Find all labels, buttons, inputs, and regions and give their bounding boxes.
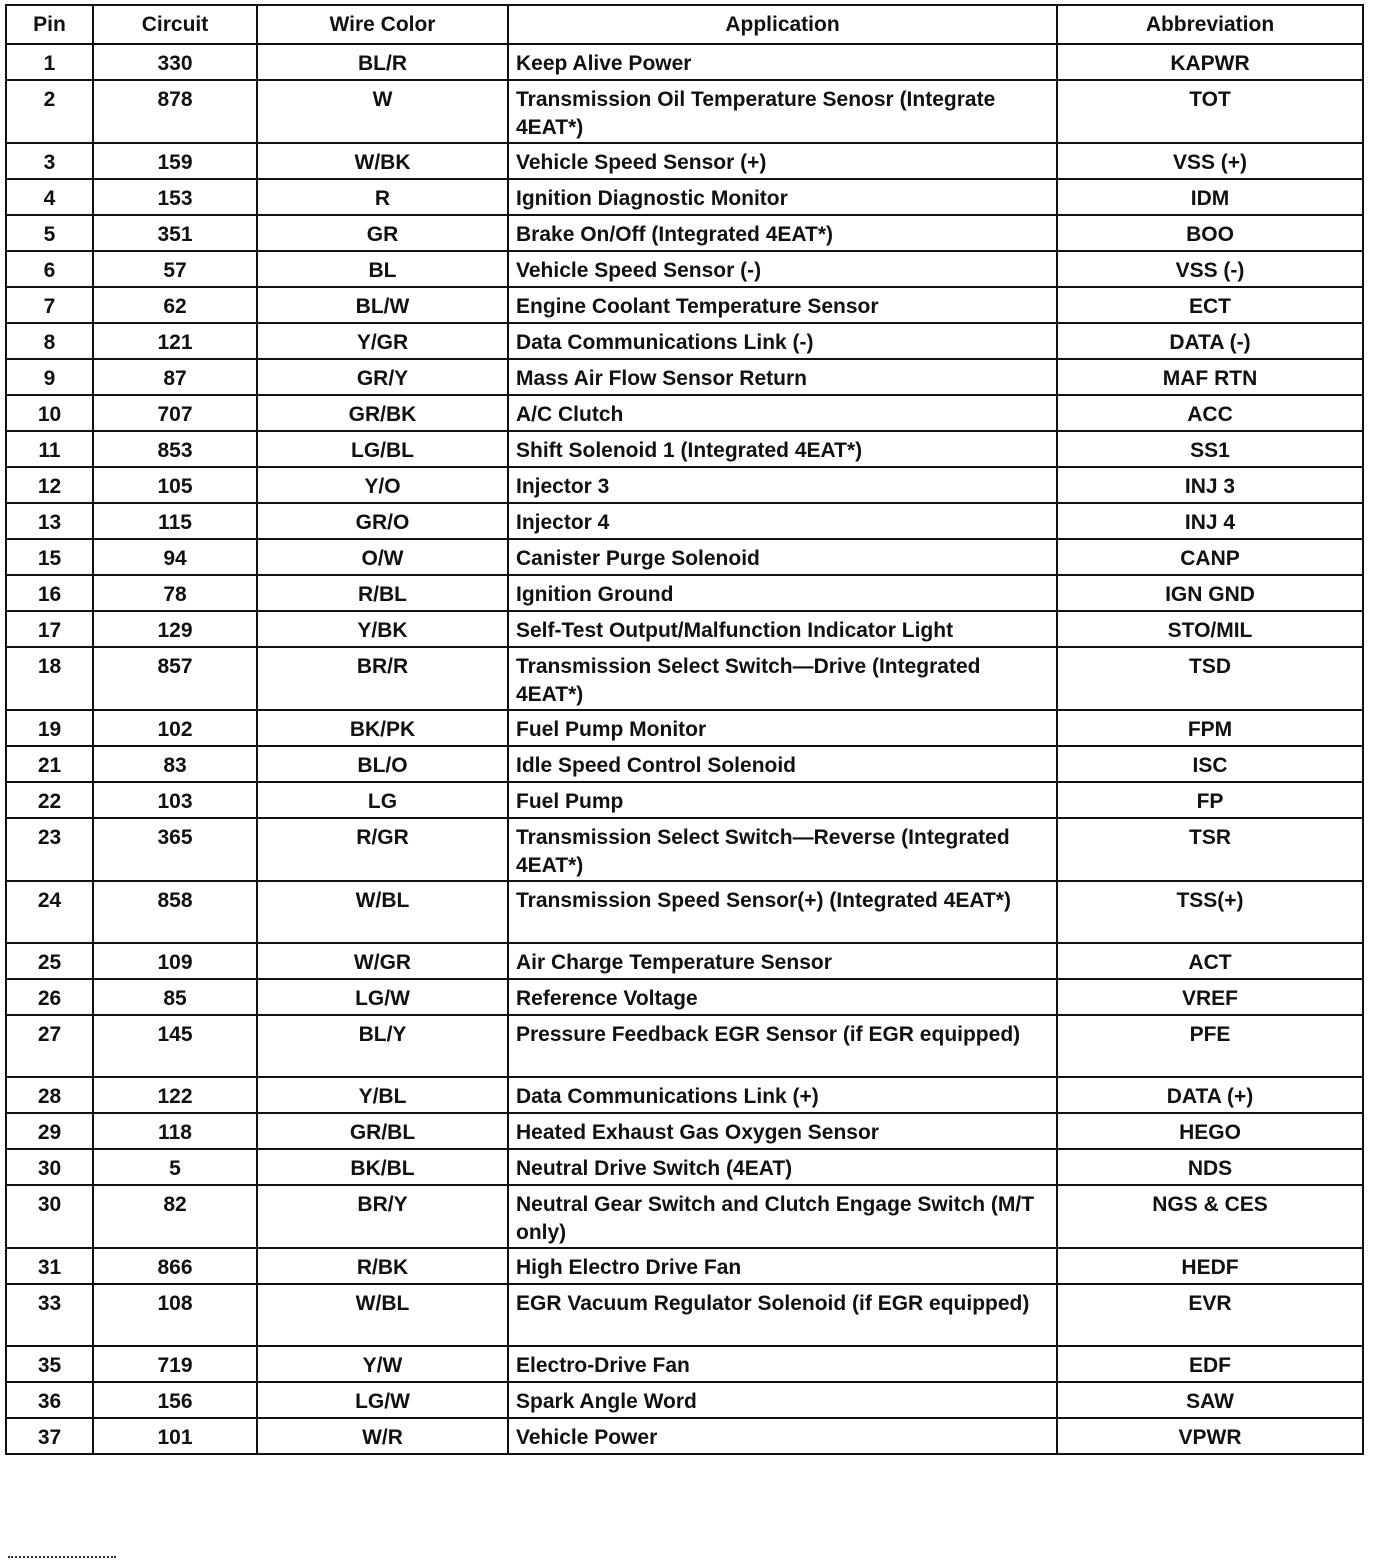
cell-application: Ignition Ground — [508, 575, 1057, 611]
cell-wire-color: BR/R — [257, 647, 508, 710]
cell-pin: 9 — [6, 359, 93, 395]
table-row — [6, 1077, 1363, 1113]
cell-wire-color: BK/BL — [257, 1149, 508, 1185]
cell-wire-color: O/W — [257, 539, 508, 575]
cell-pin: 30 — [6, 1149, 93, 1185]
cell-abbreviation: IGN GND — [1057, 575, 1363, 611]
cell-application: Vehicle Speed Sensor (-) — [508, 251, 1057, 287]
cell-wire-color: LG/W — [257, 979, 508, 1015]
cell-wire-color: W/GR — [257, 943, 508, 979]
cell-application: High Electro Drive Fan — [508, 1248, 1057, 1284]
table-row — [6, 215, 1363, 251]
cell-circuit: 101 — [93, 1418, 257, 1454]
cell-wire-color: GR/Y — [257, 359, 508, 395]
cell-circuit: 121 — [93, 323, 257, 359]
cell-circuit: 87 — [93, 359, 257, 395]
cell-abbreviation: STO/MIL — [1057, 611, 1363, 647]
cell-circuit: 156 — [93, 1382, 257, 1418]
table-row — [6, 575, 1363, 611]
cell-circuit: 108 — [93, 1284, 257, 1346]
cell-abbreviation: NDS — [1057, 1149, 1363, 1185]
cell-wire-color: GR/BK — [257, 395, 508, 431]
cell-pin: 29 — [6, 1113, 93, 1149]
cell-application: Spark Angle Word — [508, 1382, 1057, 1418]
cell-pin: 6 — [6, 251, 93, 287]
table-row — [6, 1185, 1363, 1248]
cell-application: EGR Vacuum Regulator Solenoid (if EGR equipped) — [508, 1284, 1057, 1346]
cell-pin: 22 — [6, 782, 93, 818]
cell-pin: 10 — [6, 395, 93, 431]
cell-pin: 36 — [6, 1382, 93, 1418]
cell-circuit: 94 — [93, 539, 257, 575]
cell-pin: 31 — [6, 1248, 93, 1284]
cell-application: Transmission Select Switch—Drive (Integrated 4EAT*) — [508, 647, 1057, 710]
table-row — [6, 503, 1363, 539]
cell-wire-color: GR/O — [257, 503, 508, 539]
cell-abbreviation: VREF — [1057, 979, 1363, 1015]
cell-pin: 23 — [6, 818, 93, 881]
cell-wire-color: Y/GR — [257, 323, 508, 359]
cell-circuit: 62 — [93, 287, 257, 323]
cell-application: Self-Test Output/Malfunction Indicator Light — [508, 611, 1057, 647]
cell-application: Data Communications Link (+) — [508, 1077, 1057, 1113]
cell-application: Reference Voltage — [508, 979, 1057, 1015]
cell-circuit: 857 — [93, 647, 257, 710]
table-row — [6, 287, 1363, 323]
cell-application: A/C Clutch — [508, 395, 1057, 431]
cell-abbreviation: NGS & CES — [1057, 1185, 1363, 1248]
table-row — [6, 179, 1363, 215]
cell-wire-color: W/R — [257, 1418, 508, 1454]
cell-circuit: 853 — [93, 431, 257, 467]
cell-wire-color: BL/R — [257, 44, 508, 80]
cell-abbreviation: VSS (-) — [1057, 251, 1363, 287]
cell-circuit: 122 — [93, 1077, 257, 1113]
cell-wire-color: BL/W — [257, 287, 508, 323]
table-row — [6, 782, 1363, 818]
table-row — [6, 80, 1363, 143]
cell-pin: 25 — [6, 943, 93, 979]
table-row — [6, 1346, 1363, 1382]
cell-wire-color: Y/BK — [257, 611, 508, 647]
table-row — [6, 710, 1363, 746]
cell-wire-color: BR/Y — [257, 1185, 508, 1248]
cell-circuit: 118 — [93, 1113, 257, 1149]
cell-circuit: 5 — [93, 1149, 257, 1185]
cell-pin: 24 — [6, 881, 93, 943]
cell-pin: 4 — [6, 179, 93, 215]
cell-pin: 26 — [6, 979, 93, 1015]
table-row — [6, 359, 1363, 395]
cell-wire-color: R/GR — [257, 818, 508, 881]
cell-application: Vehicle Speed Sensor (+) — [508, 143, 1057, 179]
table-row — [6, 251, 1363, 287]
cell-wire-color: GR — [257, 215, 508, 251]
cell-wire-color: BK/PK — [257, 710, 508, 746]
table-row — [6, 1248, 1363, 1284]
table-row — [6, 746, 1363, 782]
cell-abbreviation: ISC — [1057, 746, 1363, 782]
cell-abbreviation: SS1 — [1057, 431, 1363, 467]
cell-application: Neutral Gear Switch and Clutch Engage Switch (M/T only) — [508, 1185, 1057, 1248]
cell-application: Idle Speed Control Solenoid — [508, 746, 1057, 782]
cell-wire-color: LG/W — [257, 1382, 508, 1418]
header-application: Application — [508, 5, 1057, 44]
cell-circuit: 105 — [93, 467, 257, 503]
cell-circuit: 57 — [93, 251, 257, 287]
cell-pin: 33 — [6, 1284, 93, 1346]
cell-abbreviation: CANP — [1057, 539, 1363, 575]
header-pin: Pin — [6, 5, 93, 44]
cell-pin: 11 — [6, 431, 93, 467]
cell-application: Transmission Oil Temperature Senosr (Integrate 4EAT*) — [508, 80, 1057, 143]
cell-circuit: 109 — [93, 943, 257, 979]
cell-pin: 7 — [6, 287, 93, 323]
cell-abbreviation: VSS (+) — [1057, 143, 1363, 179]
cell-circuit: 719 — [93, 1346, 257, 1382]
cell-abbreviation: HEDF — [1057, 1248, 1363, 1284]
cell-circuit: 85 — [93, 979, 257, 1015]
cell-abbreviation: ECT — [1057, 287, 1363, 323]
pin-table — [5, 4, 1364, 1455]
cell-application: Transmission Select Switch—Reverse (Integrated 4EAT*) — [508, 818, 1057, 881]
cell-pin: 37 — [6, 1418, 93, 1454]
cell-abbreviation: BOO — [1057, 215, 1363, 251]
cell-circuit: 159 — [93, 143, 257, 179]
cell-circuit: 102 — [93, 710, 257, 746]
cell-application: Air Charge Temperature Sensor — [508, 943, 1057, 979]
table-row — [6, 323, 1363, 359]
cell-circuit: 103 — [93, 782, 257, 818]
cell-abbreviation: EDF — [1057, 1346, 1363, 1382]
cell-wire-color: W/BK — [257, 143, 508, 179]
cell-pin: 5 — [6, 215, 93, 251]
cell-abbreviation: TSR — [1057, 818, 1363, 881]
cell-application: Fuel Pump — [508, 782, 1057, 818]
table-row — [6, 647, 1363, 710]
table-row — [6, 979, 1363, 1015]
cell-abbreviation: SAW — [1057, 1382, 1363, 1418]
table-row — [6, 467, 1363, 503]
cell-pin: 27 — [6, 1015, 93, 1077]
cell-abbreviation: ACC — [1057, 395, 1363, 431]
cell-wire-color: Y/BL — [257, 1077, 508, 1113]
cell-application: Engine Coolant Temperature Sensor — [508, 287, 1057, 323]
footer-mark — [8, 1556, 116, 1561]
cell-abbreviation: MAF RTN — [1057, 359, 1363, 395]
cell-abbreviation: DATA (+) — [1057, 1077, 1363, 1113]
cell-abbreviation: TSS(+) — [1057, 881, 1363, 943]
cell-application: Injector 3 — [508, 467, 1057, 503]
header-circuit: Circuit — [93, 5, 257, 44]
cell-wire-color: BL/O — [257, 746, 508, 782]
cell-wire-color: LG — [257, 782, 508, 818]
cell-wire-color: W — [257, 80, 508, 143]
cell-circuit: 78 — [93, 575, 257, 611]
table-row — [6, 1382, 1363, 1418]
cell-abbreviation: ACT — [1057, 943, 1363, 979]
cell-circuit: 83 — [93, 746, 257, 782]
cell-pin: 19 — [6, 710, 93, 746]
cell-pin: 1 — [6, 44, 93, 80]
cell-wire-color: R/BL — [257, 575, 508, 611]
cell-application: Pressure Feedback EGR Sensor (if EGR equipped) — [508, 1015, 1057, 1077]
cell-abbreviation: INJ 4 — [1057, 503, 1363, 539]
table-row — [6, 44, 1363, 80]
cell-pin: 30 — [6, 1185, 93, 1248]
cell-application: Ignition Diagnostic Monitor — [508, 179, 1057, 215]
cell-abbreviation: INJ 3 — [1057, 467, 1363, 503]
cell-wire-color: BL/Y — [257, 1015, 508, 1077]
cell-wire-color: W/BL — [257, 1284, 508, 1346]
cell-pin: 3 — [6, 143, 93, 179]
cell-pin: 17 — [6, 611, 93, 647]
cell-wire-color: GR/BL — [257, 1113, 508, 1149]
cell-application: Shift Solenoid 1 (Integrated 4EAT*) — [508, 431, 1057, 467]
cell-application: Injector 4 — [508, 503, 1057, 539]
cell-pin: 15 — [6, 539, 93, 575]
cell-circuit: 153 — [93, 179, 257, 215]
cell-circuit: 858 — [93, 881, 257, 943]
cell-abbreviation: PFE — [1057, 1015, 1363, 1077]
cell-application: Electro-Drive Fan — [508, 1346, 1057, 1382]
cell-wire-color: LG/BL — [257, 431, 508, 467]
cell-application: Transmission Speed Sensor(+) (Integrated 4EAT*) — [508, 881, 1057, 943]
cell-application: Canister Purge Solenoid — [508, 539, 1057, 575]
cell-pin: 18 — [6, 647, 93, 710]
cell-circuit: 330 — [93, 44, 257, 80]
cell-abbreviation: TOT — [1057, 80, 1363, 143]
table-row — [6, 1149, 1363, 1185]
table-row — [6, 1418, 1363, 1454]
cell-pin: 13 — [6, 503, 93, 539]
cell-abbreviation: EVR — [1057, 1284, 1363, 1346]
table-row — [6, 431, 1363, 467]
cell-application: Mass Air Flow Sensor Return — [508, 359, 1057, 395]
cell-wire-color: Y/O — [257, 467, 508, 503]
cell-pin: 2 — [6, 80, 93, 143]
cell-wire-color: R/BK — [257, 1248, 508, 1284]
table-row — [6, 881, 1363, 943]
cell-pin: 16 — [6, 575, 93, 611]
cell-abbreviation: KAPWR — [1057, 44, 1363, 80]
cell-circuit: 82 — [93, 1185, 257, 1248]
cell-circuit: 129 — [93, 611, 257, 647]
cell-application: Neutral Drive Switch (4EAT) — [508, 1149, 1057, 1185]
cell-pin: 12 — [6, 467, 93, 503]
table-row — [6, 1113, 1363, 1149]
cell-circuit: 365 — [93, 818, 257, 881]
cell-wire-color: W/BL — [257, 881, 508, 943]
cell-circuit: 145 — [93, 1015, 257, 1077]
table-row — [6, 943, 1363, 979]
table-row — [6, 1284, 1363, 1346]
cell-application: Fuel Pump Monitor — [508, 710, 1057, 746]
table-row — [6, 539, 1363, 575]
cell-application: Brake On/Off (Integrated 4EAT*) — [508, 215, 1057, 251]
cell-wire-color: R — [257, 179, 508, 215]
cell-circuit: 351 — [93, 215, 257, 251]
header-wire-color: Wire Color — [257, 5, 508, 44]
cell-abbreviation: IDM — [1057, 179, 1363, 215]
cell-application: Vehicle Power — [508, 1418, 1057, 1454]
table-row — [6, 1015, 1363, 1077]
cell-abbreviation: FPM — [1057, 710, 1363, 746]
cell-wire-color: BL — [257, 251, 508, 287]
cell-application: Heated Exhaust Gas Oxygen Sensor — [508, 1113, 1057, 1149]
table-row — [6, 395, 1363, 431]
cell-abbreviation: FP — [1057, 782, 1363, 818]
cell-abbreviation: TSD — [1057, 647, 1363, 710]
cell-pin: 28 — [6, 1077, 93, 1113]
cell-circuit: 866 — [93, 1248, 257, 1284]
cell-pin: 35 — [6, 1346, 93, 1382]
header-abbreviation: Abbreviation — [1057, 5, 1363, 44]
header-row — [6, 5, 1363, 44]
table-row — [6, 818, 1363, 881]
cell-application: Data Communications Link (-) — [508, 323, 1057, 359]
cell-circuit: 878 — [93, 80, 257, 143]
cell-pin: 8 — [6, 323, 93, 359]
cell-pin: 21 — [6, 746, 93, 782]
cell-application: Keep Alive Power — [508, 44, 1057, 80]
cell-abbreviation: VPWR — [1057, 1418, 1363, 1454]
cell-abbreviation: DATA (-) — [1057, 323, 1363, 359]
table-row — [6, 143, 1363, 179]
cell-wire-color: Y/W — [257, 1346, 508, 1382]
cell-abbreviation: HEGO — [1057, 1113, 1363, 1149]
cell-circuit: 707 — [93, 395, 257, 431]
cell-circuit: 115 — [93, 503, 257, 539]
table-row — [6, 611, 1363, 647]
